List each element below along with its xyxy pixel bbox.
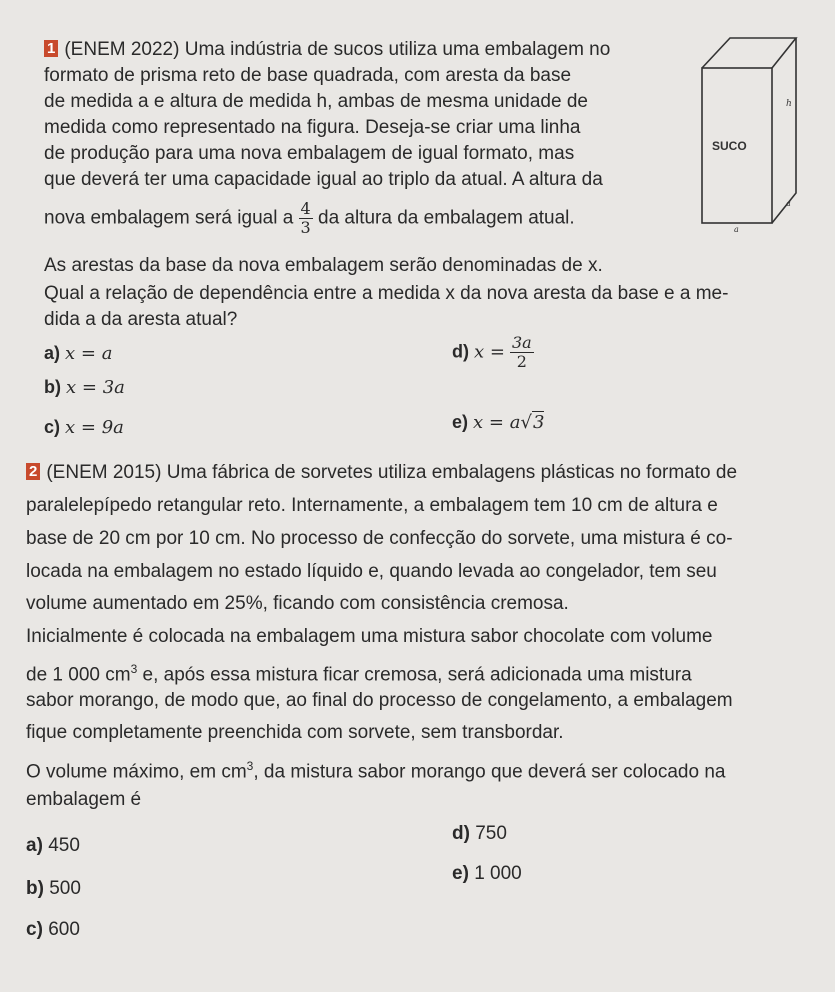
box-side-face — [772, 38, 796, 223]
q2-option-a: a) 450 — [26, 835, 80, 856]
a-label-side: a — [786, 199, 791, 208]
q2-line-3: base de 20 cm por 10 cm. No processo de confecção do sorvete, uma mistura é co- — [26, 528, 733, 549]
q1-line-8: As arestas da base da nova embalagem serão denominadas de x. — [44, 255, 603, 276]
q2-option-e: e) 1 000 — [452, 863, 522, 884]
q1-option-a: a) x = a — [44, 343, 113, 364]
question-number-1: 1 — [44, 40, 58, 57]
q2-line-9: fique completamente preenchida com sorvete, sem transbordar. — [26, 722, 564, 743]
q1-line-6: que deverá ter uma capacidade igual ao triplo da atual. A altura da — [44, 169, 603, 190]
q2-option-c: c) 600 — [26, 919, 80, 940]
box-top-face — [702, 38, 796, 68]
juice-box-figure — [690, 28, 800, 233]
q2-option-b: b) 500 — [26, 878, 81, 899]
q2-line-1: 2 (ENEM 2015) Uma fábrica de sorvetes utiliza embalagens plásticas no formato de — [26, 461, 737, 485]
q2-line-6: Inicialmente é colocada na embalagem uma mistura sabor chocolate com volume — [26, 626, 713, 647]
fraction-3a-2: $\frac{3a}{2}$ — [512, 333, 532, 371]
q1-line-3: de medida a e altura de medida h, ambas de mesma unidade de — [44, 91, 588, 112]
q1-option-d: d) x = $\frac{3a}{2}$ — [452, 333, 532, 371]
q1-line-2: formato de prisma reto de base quadrada, com aresta da base — [44, 65, 572, 86]
q1-option-e: e) x = a√3 — [452, 412, 545, 433]
q2-line-5: volume aumentado em 25%, ficando com consistência cremosa. — [26, 593, 569, 614]
question-number-2: 2 — [26, 463, 40, 480]
q1-line-10: dida a da aresta atual? — [44, 309, 238, 330]
q1-line-7: nova embalagem será igual a $\frac{4}{3}$ da altura da embalagem atual. — [44, 199, 575, 237]
q1-line-1: 1 (ENEM 2022) Uma indústria de sucos utiliza uma embalagem no — [44, 38, 610, 62]
q2-option-d: d) 750 — [452, 823, 507, 844]
q2-line-2: paralelepípedo retangular reto. Internamente, a embalagem tem 10 cm de altura e — [26, 495, 718, 516]
suco-label: SUCO — [712, 139, 747, 153]
q2-line-4: locada na embalagem no estado líquido e, quando levada ao congelador, tem seu — [26, 561, 717, 582]
q2-line-11: embalagem é — [26, 789, 142, 810]
q2-line-10: O volume máximo, em $cm^3$, da mistura sabor morango que deverá ser colocado na — [26, 759, 726, 783]
q1-line-4: medida como representado na figura. Deseja-se criar uma linha — [44, 117, 581, 138]
q1-option-b: b) x = 3a — [44, 377, 125, 398]
q2-line-8: sabor morango, de modo que, ao final do processo de congelamento, a embalagem — [26, 690, 733, 711]
q2-line-7: de 1 000 $cm^3$ e, após essa mistura ficar cremosa, será adicionada uma mistura — [26, 662, 692, 686]
a-label-front: a — [734, 225, 739, 233]
fraction-4-3: $\frac{4}{3}$ — [300, 199, 311, 237]
q1-option-c: c) x = 9a — [44, 417, 124, 438]
q1-line-5: de produção para uma nova embalagem de igual formato, mas — [44, 143, 575, 164]
q1-line-9: Qual a relação de dependência entre a medida x da nova aresta da base e a me- — [44, 283, 729, 304]
h-label: h — [786, 99, 792, 109]
